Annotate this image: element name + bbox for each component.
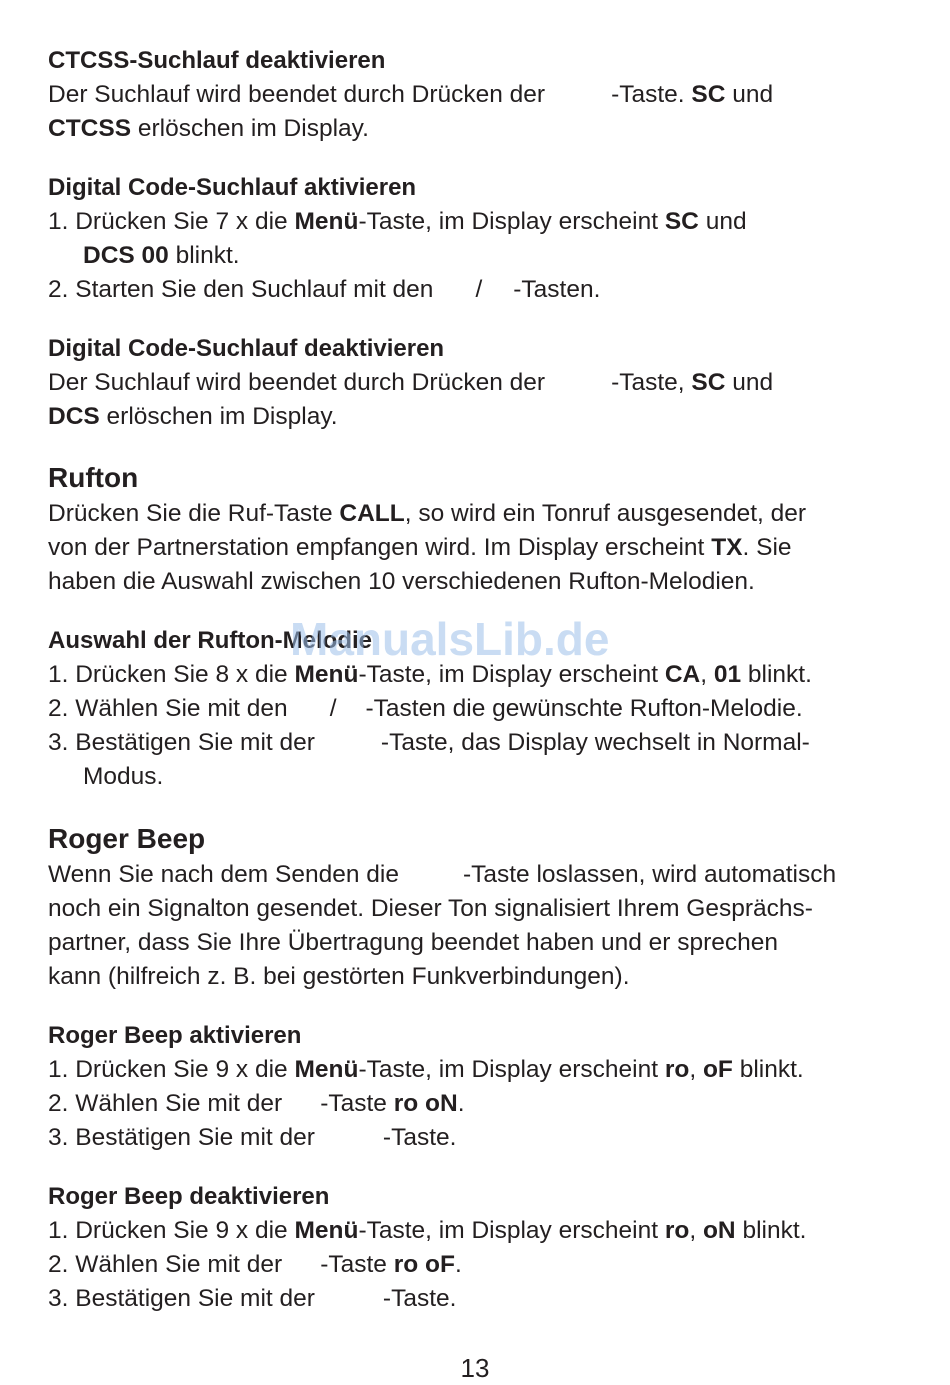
section-heading-roger: Roger Beep bbox=[48, 823, 206, 854]
list-item-continuation: Modus. bbox=[83, 763, 164, 790]
paragraph-line: CTCSS erlöschen im Display. bbox=[48, 115, 369, 142]
section-heading-dcs-off: Digital Code-Suchlauf deaktivieren bbox=[48, 335, 445, 362]
paragraph-line: Wenn Sie nach dem Senden die -Taste loslassen, wird automatisch bbox=[48, 861, 837, 888]
list-item: 1. Drücken Sie 7 x die Menü-Taste, im Display erscheint SC und bbox=[48, 208, 747, 235]
paragraph-line: Der Suchlauf wird beendet durch Drücken der -Taste, SC und bbox=[48, 369, 774, 396]
paragraph-line: kann (hilfreich z. B. bei gestörten Funkverbindungen). bbox=[48, 963, 630, 990]
section-heading-roger-on: Roger Beep aktivieren bbox=[48, 1022, 302, 1049]
section-heading-ctcss-off: CTCSS-Suchlauf deaktivieren bbox=[48, 47, 386, 74]
paragraph-line: Der Suchlauf wird beendet durch Drücken der -Taste. SC und bbox=[48, 81, 774, 108]
list-item: 1. Drücken Sie 8 x die Menü-Taste, im Display erscheint CA, 01 blinkt. bbox=[48, 661, 812, 688]
list-item: 1. Drücken Sie 9 x die Menü-Taste, im Display erscheint ro, oF blinkt. bbox=[48, 1056, 804, 1083]
list-item: 2. Starten Sie den Suchlauf mit den / -Tasten. bbox=[48, 276, 601, 303]
list-item: 2. Wählen Sie mit der -Taste ro oN. bbox=[48, 1090, 465, 1117]
paragraph-line: von der Partnerstation empfangen wird. Im Display erscheint TX. Sie bbox=[48, 534, 792, 561]
section-heading-dcs-on: Digital Code-Suchlauf aktivieren bbox=[48, 174, 417, 201]
section-heading-roger-off: Roger Beep deaktivieren bbox=[48, 1183, 330, 1210]
paragraph-line: haben die Auswahl zwischen 10 verschiedenen Rufton-Melodien. bbox=[48, 568, 755, 595]
section-heading-rufton: Rufton bbox=[48, 462, 139, 493]
paragraph-line: DCS erlöschen im Display. bbox=[48, 403, 338, 430]
list-item: 2. Wählen Sie mit der -Taste ro oF. bbox=[48, 1251, 462, 1278]
list-item: 3. Bestätigen Sie mit der -Taste. bbox=[48, 1124, 457, 1151]
page-number: 13 bbox=[460, 1353, 490, 1383]
paragraph-line: noch ein Signalton gesendet. Dieser Ton signalisiert Ihrem Gesprächs- bbox=[48, 895, 813, 922]
paragraph-line: partner, dass Sie Ihre Übertragung beendet haben und er sprechen bbox=[48, 929, 779, 956]
section-heading-melodie: Auswahl der Rufton-Melodie bbox=[48, 627, 372, 654]
list-item: 2. Wählen Sie mit den / -Tasten die gewünschte Rufton-Melodie. bbox=[48, 695, 803, 722]
list-item: 3. Bestätigen Sie mit der -Taste. bbox=[48, 1285, 457, 1312]
list-item: 3. Bestätigen Sie mit der -Taste, das Display wechselt in Normal- bbox=[48, 729, 810, 756]
list-item: 1. Drücken Sie 9 x die Menü-Taste, im Display erscheint ro, oN blinkt. bbox=[48, 1217, 807, 1244]
watermark: ManualsLib.de bbox=[290, 613, 610, 665]
paragraph-line: Drücken Sie die Ruf-Taste CALL, so wird ein Tonruf ausgesendet, der bbox=[48, 500, 807, 527]
list-item-continuation: DCS 00 blinkt. bbox=[83, 242, 240, 269]
